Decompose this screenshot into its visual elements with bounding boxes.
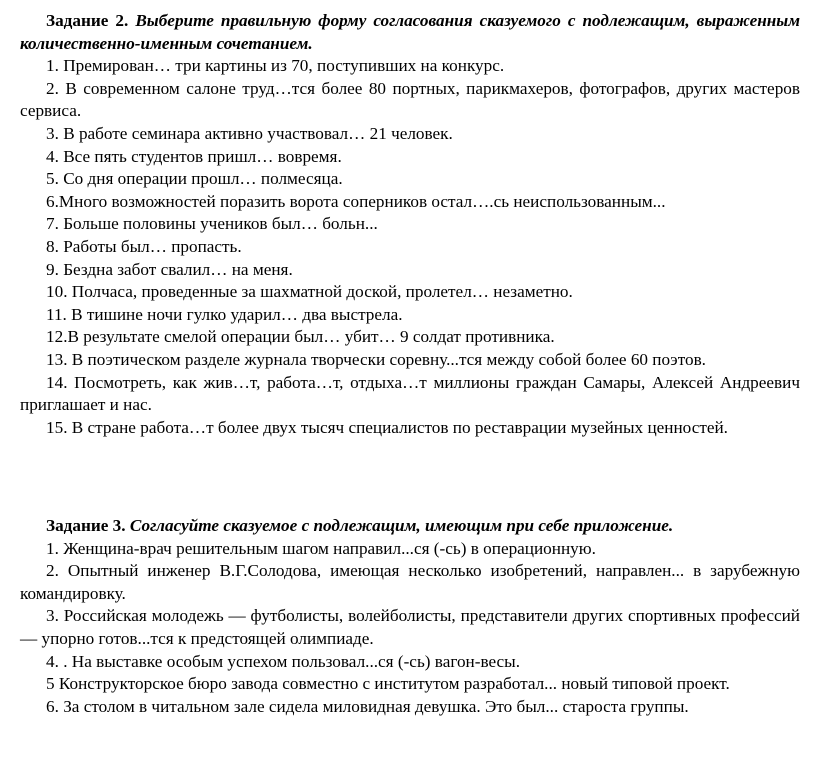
list-item: 2. В современном салоне труд…тся более 80 портных, парикмахеров, фотографов, других мастеров сервиса. bbox=[20, 78, 800, 121]
list-item: 7. Больше половины учеников был… больн... bbox=[46, 214, 378, 234]
list-item: 3. Российская молодежь — футболисты, волейболисты, представители других спортивных профессий — упорно готов...тся к предстоящей олимпиаде. bbox=[20, 606, 800, 648]
task-heading-number: Задание 3. bbox=[46, 516, 126, 535]
list-item: 2. Опытный инженер В.Г.Солодова, имеющая несколько изобретений, направлен... в зарубежную командировку. bbox=[20, 561, 800, 603]
list-item: 10. Полчаса, проведенные за шахматной доской, пролетел… незаметно. bbox=[46, 282, 573, 302]
task-3-section bbox=[20, 515, 800, 718]
list-item: 14. Посмотреть, как жив…т, работа…т, отдыха…т миллионы граждан Самары, Алексей Андреевич приглашает и нас. bbox=[20, 372, 800, 415]
list-item: 13. В поэтическом разделе журнала творчески соревну...тся между собой более 60 поэтов. bbox=[46, 349, 706, 369]
list-item: 5. Со дня операции прошл… полмесяца. bbox=[46, 169, 343, 189]
task-2-section bbox=[20, 10, 800, 439]
task-2-heading bbox=[20, 10, 800, 55]
list-item: 1. Женщина-врач решительным шагом направил...ся (-сь) в операционную. bbox=[46, 538, 596, 558]
list-item: 4. Все пять студентов пришл… вовремя. bbox=[46, 146, 342, 166]
list-item: 6.Много возможностей поразить ворота соперников остал….сь неиспользованным... bbox=[46, 191, 666, 211]
list-item: 9. Бездна забот свалил… на меня. bbox=[46, 259, 293, 279]
list-item: 15. В стране работа…т более двух тысяч специалистов по реставрации музейных ценностей. bbox=[46, 417, 728, 437]
list-item: 5 Конструкторское бюро завода совместно с институтом разработал... новый типовой проект. bbox=[46, 674, 730, 694]
list-item: 11. В тишине ночи гулко ударил… два выстрела. bbox=[46, 304, 403, 324]
task-heading-instruction: Выберите правильную форму согласования сказуемого с подлежащим, выраженным количественно-именным сочетанием. bbox=[20, 11, 801, 53]
task-heading-number: Задание 2. bbox=[46, 11, 129, 30]
list-item: 6. За столом в читальном зале сидела миловидная девушка. Это был... староста группы. bbox=[46, 696, 689, 716]
list-item: 8. Работы был… пропасть. bbox=[46, 236, 242, 256]
list-item: 4. . На выставке особым успехом пользовал...ся (-сь) вагон-весы. bbox=[46, 651, 520, 671]
list-item: 3. В работе семинара активно участвовал… 21 человек. bbox=[46, 123, 453, 143]
task-3-heading bbox=[20, 515, 800, 538]
task-heading-instruction: Согласуйте сказуемое с подлежащим, имеющим при себе приложение. bbox=[129, 516, 674, 535]
list-item: 12.В результате смелой операции был… убит… 9 солдат противника. bbox=[46, 327, 555, 347]
list-item: 1. Премирован… три картины из 70, поступивших на конкурс. bbox=[46, 56, 505, 76]
